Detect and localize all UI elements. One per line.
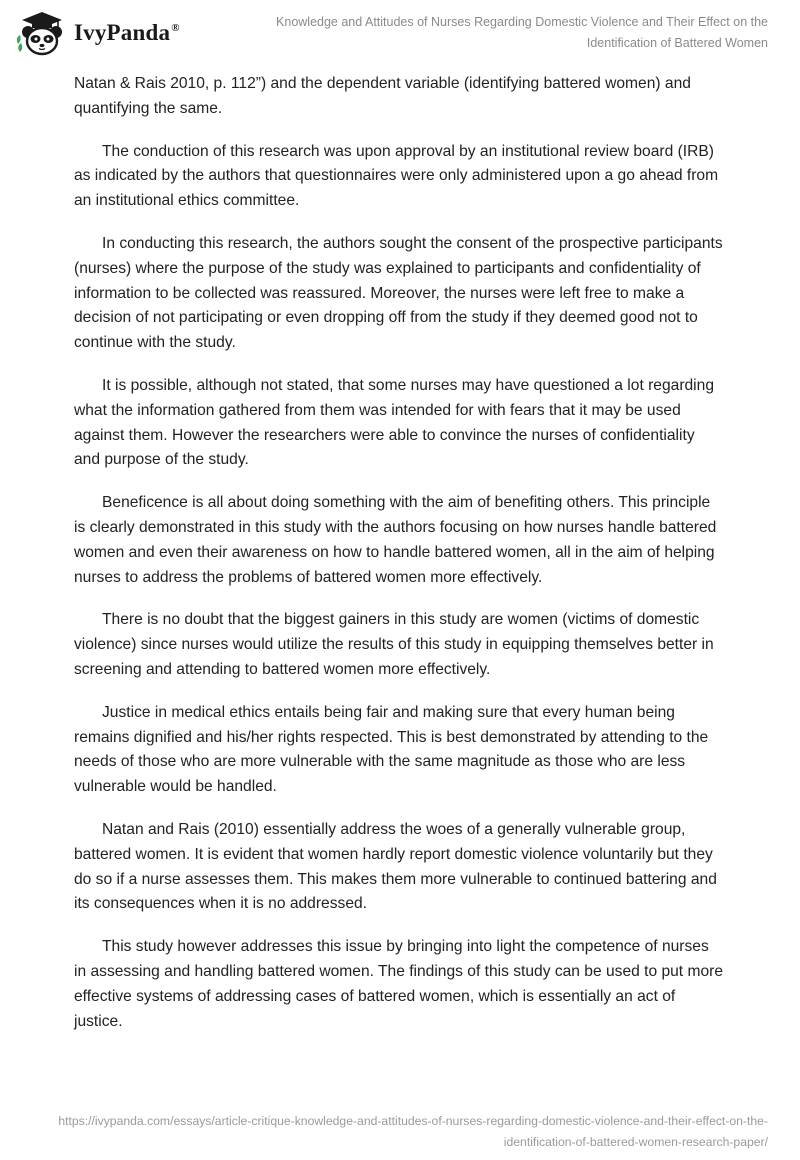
document-title-line-1: Knowledge and Attitudes of Nurses Regarding Domestic Violence and Their Effect on the — [276, 15, 768, 29]
paragraph-4: It is possible, although not stated, that some nurses may have questioned a lot regarding what the information gathered from them was intended for with fears that it may be used against them. However the researchers were able to convince the nurses of confidentiality and purpose of the study. — [74, 376, 714, 469]
source-url[interactable] — [8, 1111, 768, 1153]
source-url-line-2: identification-of-battered-women-research-paper/ — [503, 1135, 768, 1149]
paragraph-1: Natan & Rais 2010, p. 112”) and the dependent variable (identifying battered women) and quantifying the same. — [74, 75, 691, 117]
paragraph-8: Natan and Rais (2010) essentially address the woes of a generally vulnerable group, battered women. It is evident that women hardly report domestic violence voluntarily but they do so if a nurse assesses them. This makes them more vulnerable to continued battering and its consequences when it is no addressed. — [74, 820, 717, 913]
brand-name: IvyPanda® — [74, 20, 180, 45]
document-title-line-2: Identification of Battered Women — [586, 36, 768, 50]
paragraph-7: Justice in medical ethics entails being fair and making sure that every human being remains dignified and his/her rights respected. This is best demonstrated by attending to the needs of those who are more vulnerable with the same magnitude as those who are less vulnerable would be handled. — [74, 703, 709, 796]
paragraph-9: This study however addresses this issue by bringing into light the competence of nurses in assessing and handling battered women. The findings of this study can be used to put more effective systems of addressing cases of battered women, which is essentially an act of justice. — [74, 938, 723, 1030]
page-header — [0, 0, 800, 62]
panda-graduate-icon — [14, 10, 66, 56]
ivypanda-logo[interactable] — [14, 10, 180, 56]
source-url-line-1: https://ivypanda.com/essays/article-critique-knowledge-and-attitudes-of-nurses-regarding-domestic-violence-and-their-effect-on-the- — [58, 1114, 768, 1128]
registered-mark: ® — [171, 22, 180, 35]
document-title — [248, 12, 768, 54]
essay-body — [74, 72, 724, 1052]
paragraph-6: There is no doubt that the biggest gainers in this study are women (victims of domestic violence) since nurses would utilize the results of this study in equipping themselves better in screening and attending to battered women more effectively. — [74, 611, 714, 678]
paragraph-3: In conducting this research, the authors sought the consent of the prospective participants (nurses) where the purpose of the study was explained to participants and confidentiality of information to be collected was reassured. Moreover, the nurses were left free to make a decision of not participating or even dropping off from the study if they deemed good not to continue with the study. — [74, 234, 723, 352]
paragraph-2: The conduction of this research was upon approval by an institutional review board (IRB) as indicated by the authors that questionnaires were only administered upon a go ahead from an institutional ethics committee. — [74, 142, 719, 210]
paragraph-5: Beneficence is all about doing something with the aim of benefiting others. This principle is clearly demonstrated in this study with the authors focusing on how nurses handle battered women and even their awareness on how to handle battered women, all in the aim of helping nurses to address the problems of battered women more effectively. — [74, 494, 717, 586]
